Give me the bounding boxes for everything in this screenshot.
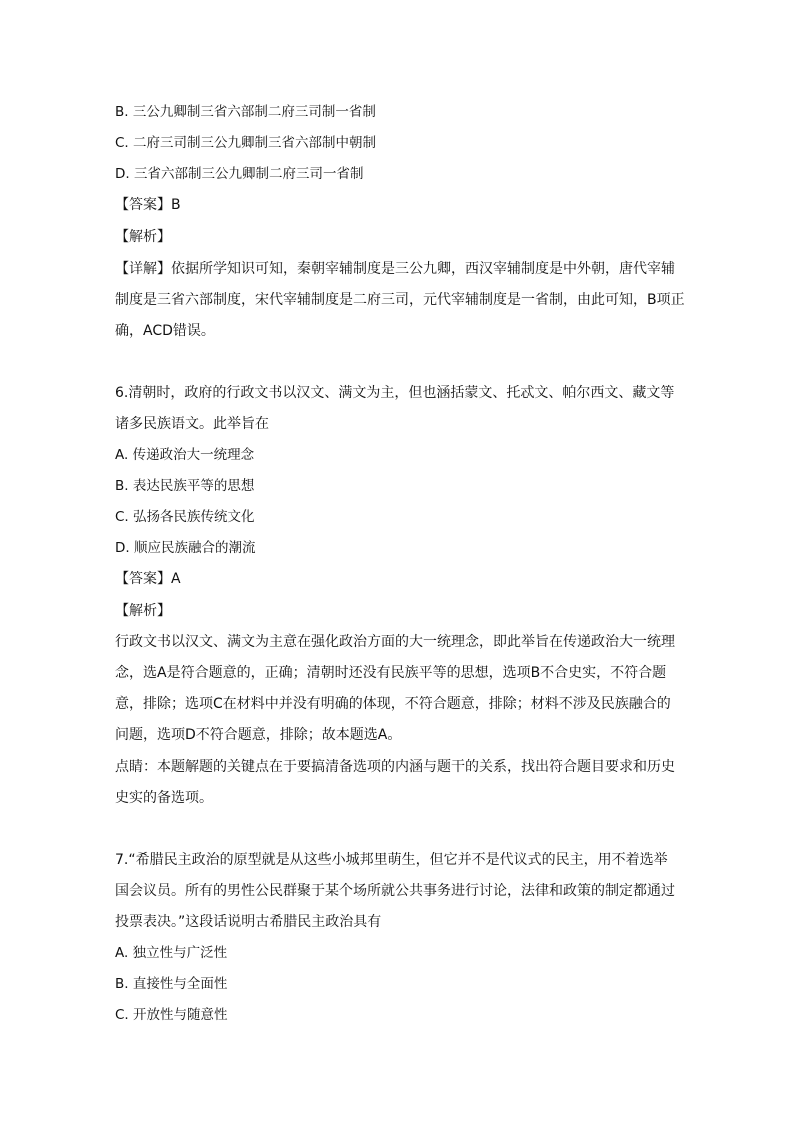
q7-option-c: C. 开放性与随意性 — [115, 1007, 228, 1023]
q5-detail-line-1: 【详解】依据所学知识可知，秦朝宰辅制度是三公九卿，西汉宰辅制度是中外朝，唐代宰辅 — [115, 261, 675, 277]
q6-option-d: D. 顺应民族融合的潮流 — [115, 540, 256, 556]
q7-stem-line-2: 国会议员。所有的男性公民群聚于某个场所就公共事务进行讨论，法律和政策的制定都通过 — [115, 883, 675, 899]
q6-option-b: B. 表达民族平等的思想 — [115, 478, 255, 494]
q6-option-c: C. 弘扬各民族传统文化 — [115, 509, 255, 525]
q5-detail-line-2: 制度是三省六部制度，宋代宰辅制度是二府三司，元代宰辅制度是一省制，由此可知，B项正 — [115, 292, 685, 308]
q6-analysis-line-4: 问题，选项D不符合题意，排除；故本题选A。 — [115, 727, 402, 743]
q5-option-b: B. 三公九卿制三省六部制二府三司制一省制 — [115, 104, 376, 120]
q6-analysis-line-2: 念，选A是符合题意的，正确；清朝时还没有民族平等的思想，选项B不合史实，不符合题 — [115, 665, 667, 681]
q6-note-line-1: 点睛：本题解题的关键点在于要搞清备选项的内涵与题干的关系，找出符合题目要求和历史 — [115, 759, 675, 775]
q6-option-a: A. 传递政治大一统理念 — [115, 447, 255, 463]
q5-analysis-label: 【解析】 — [115, 229, 171, 245]
q5-detail-line-3: 确，ACD错误。 — [115, 323, 215, 339]
q6-analysis-line-1: 行政文书以汉文、满文为主意在强化政治方面的大一统理念，即此举旨在传递政治大一统理 — [115, 634, 675, 650]
q7-option-a: A. 独立性与广泛性 — [115, 945, 228, 961]
q5-answer: 【答案】B — [115, 197, 181, 213]
q6-stem-line-1: 6.清朝时，政府的行政文书以汉文、满文为主，但也涵括蒙文、托忒文、帕尔西文、藏文等 — [115, 385, 675, 401]
q5-option-d: D. 三省六部制三公九卿制二府三司一省制 — [115, 166, 364, 182]
q7-stem-line-3: 投票表决。”这段话说明古希腊民主政治具有 — [115, 914, 382, 930]
q6-analysis-line-3: 意，排除；选项C在材料中并没有明确的体现，不符合题意，排除；材料不涉及民族融合的 — [115, 696, 671, 712]
q7-stem-line-1: 7.“希腊民主政治的原型就是从这些小城邦里萌生，但它并不是代议式的民主，用不着选举 — [115, 852, 668, 868]
q6-note-line-2: 史实的备选项。 — [115, 790, 213, 806]
q7-option-b: B. 直接性与全面性 — [115, 976, 228, 992]
q6-stem-line-2: 诸多民族语文。此举旨在 — [115, 416, 269, 432]
q6-analysis-label: 【解析】 — [115, 603, 171, 619]
q6-answer: 【答案】A — [115, 571, 181, 587]
q5-option-c: C. 二府三司制三公九卿制三省六部制中朝制 — [115, 135, 377, 151]
